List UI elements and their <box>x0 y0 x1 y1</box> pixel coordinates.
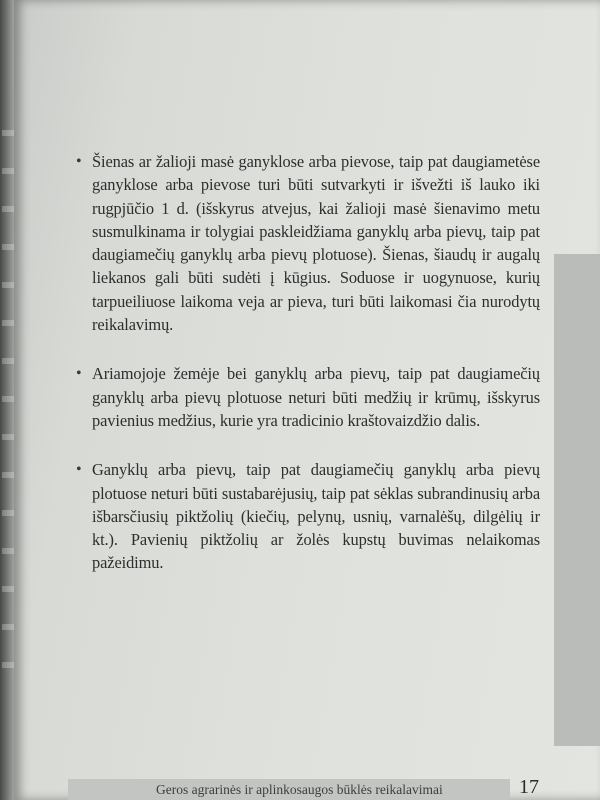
bullet-paragraph: Ariamojoje žemėje bei ganyklų arba pievų, taip pat daugiamečių ganyklų arba pievų plotuose neturi būti medžių ir krūmų, išskyrus pavienius medžius, kurie yra tradicinio kraštovaizdžio dalis. <box>92 364 540 430</box>
bullet-marker: • <box>76 461 82 479</box>
bullet-marker: • <box>76 153 82 170</box>
page-content <box>76 150 540 601</box>
bullet-paragraph: Ganyklų arba pievų, taip pat daugiamečių ganyklų arba pievų plotuose neturi būti sustabarėjusių, taip pat sėklas subrandinusių arba išbarsčiusių piktžolių (kiečių, pelynų, usnių, varnalėšų, dilgėlių ir kt.). Pavienių piktžolių ar žolės kupstų buvimas nelaikomas pažeidimu. <box>92 460 540 573</box>
bullet-paragraph: Šienas ar žalioji masė ganyklose arba pievose, taip pat daugiametėse ganyklose arba pievose turi būti sutvarkyti ir išvežti iš lauko iki rugpjūčio 1 d. (išskyrus atvejus, kai žalioji masė šienavimo metu susmulkinama ir tolygiai paskleidžiama ganyklų arba pievų, taip pat daugiamečių ganyklų arba pievų plotuose). Šienas, šiaudų ir augalų liekanos gali būti sudėti į kūgius. Soduose ir uogynuose, kurių tarpueiliuose laikoma veja ar pieva, turi būti laikomasi čia nurodytų reikalavimų. <box>92 152 540 335</box>
bullet-item <box>76 362 540 432</box>
running-title: Geros agrarinės ir aplinkosaugos būklės reikalavimai <box>156 782 443 797</box>
page-number: 17 <box>519 776 539 798</box>
bullet-item <box>76 458 540 574</box>
spine-edge-marks <box>2 130 14 690</box>
bullet-item <box>76 150 540 336</box>
bullet-marker: • <box>76 365 82 383</box>
page-side-tab <box>554 254 600 746</box>
